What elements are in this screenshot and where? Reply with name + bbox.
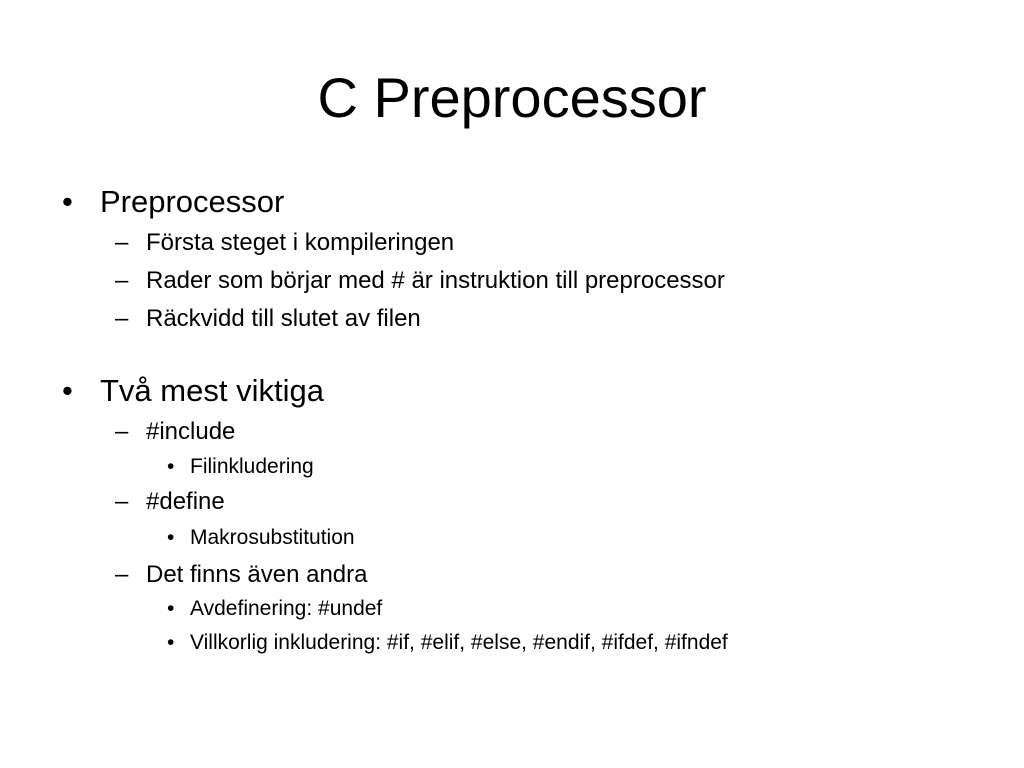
sub-bullet-marker: •	[167, 631, 175, 654]
list-item-others: Det finns även andra	[146, 561, 368, 588]
sub-list-item: Villkorlig inkludering: #if, #elif, #else, #endif, #ifdef, #ifndef	[190, 631, 728, 654]
dash-marker: –	[115, 267, 129, 294]
slide-title: C Preprocessor	[317, 66, 707, 129]
list-item-define: #define	[146, 488, 225, 515]
list-item: Första steget i kompileringen	[146, 229, 455, 256]
dash-marker: –	[115, 561, 129, 588]
sub-bullet-marker: •	[167, 455, 175, 478]
sub-bullet-marker: •	[167, 597, 175, 620]
dash-marker: –	[115, 229, 129, 256]
sub-list-item: Avdefinering: #undef	[190, 597, 383, 620]
dash-marker: –	[115, 305, 129, 332]
dash-marker: –	[115, 488, 129, 515]
sub-list-item: Filinkludering	[190, 455, 314, 478]
list-item: Rader som börjar med # är instruktion till preprocessor	[146, 267, 725, 294]
list-item-include: #include	[146, 418, 236, 445]
sub-bullet-marker: •	[167, 526, 175, 549]
bullet-marker: •	[62, 373, 73, 408]
sub-list-item: Makrosubstitution	[190, 526, 355, 549]
list-item: Räckvidd till slutet av filen	[146, 305, 421, 332]
dash-marker: –	[115, 418, 129, 445]
bullet-marker: •	[62, 184, 73, 219]
section-heading-two-most-important: Två mest viktiga	[100, 373, 324, 408]
section-heading-preprocessor: Preprocessor	[100, 184, 285, 219]
